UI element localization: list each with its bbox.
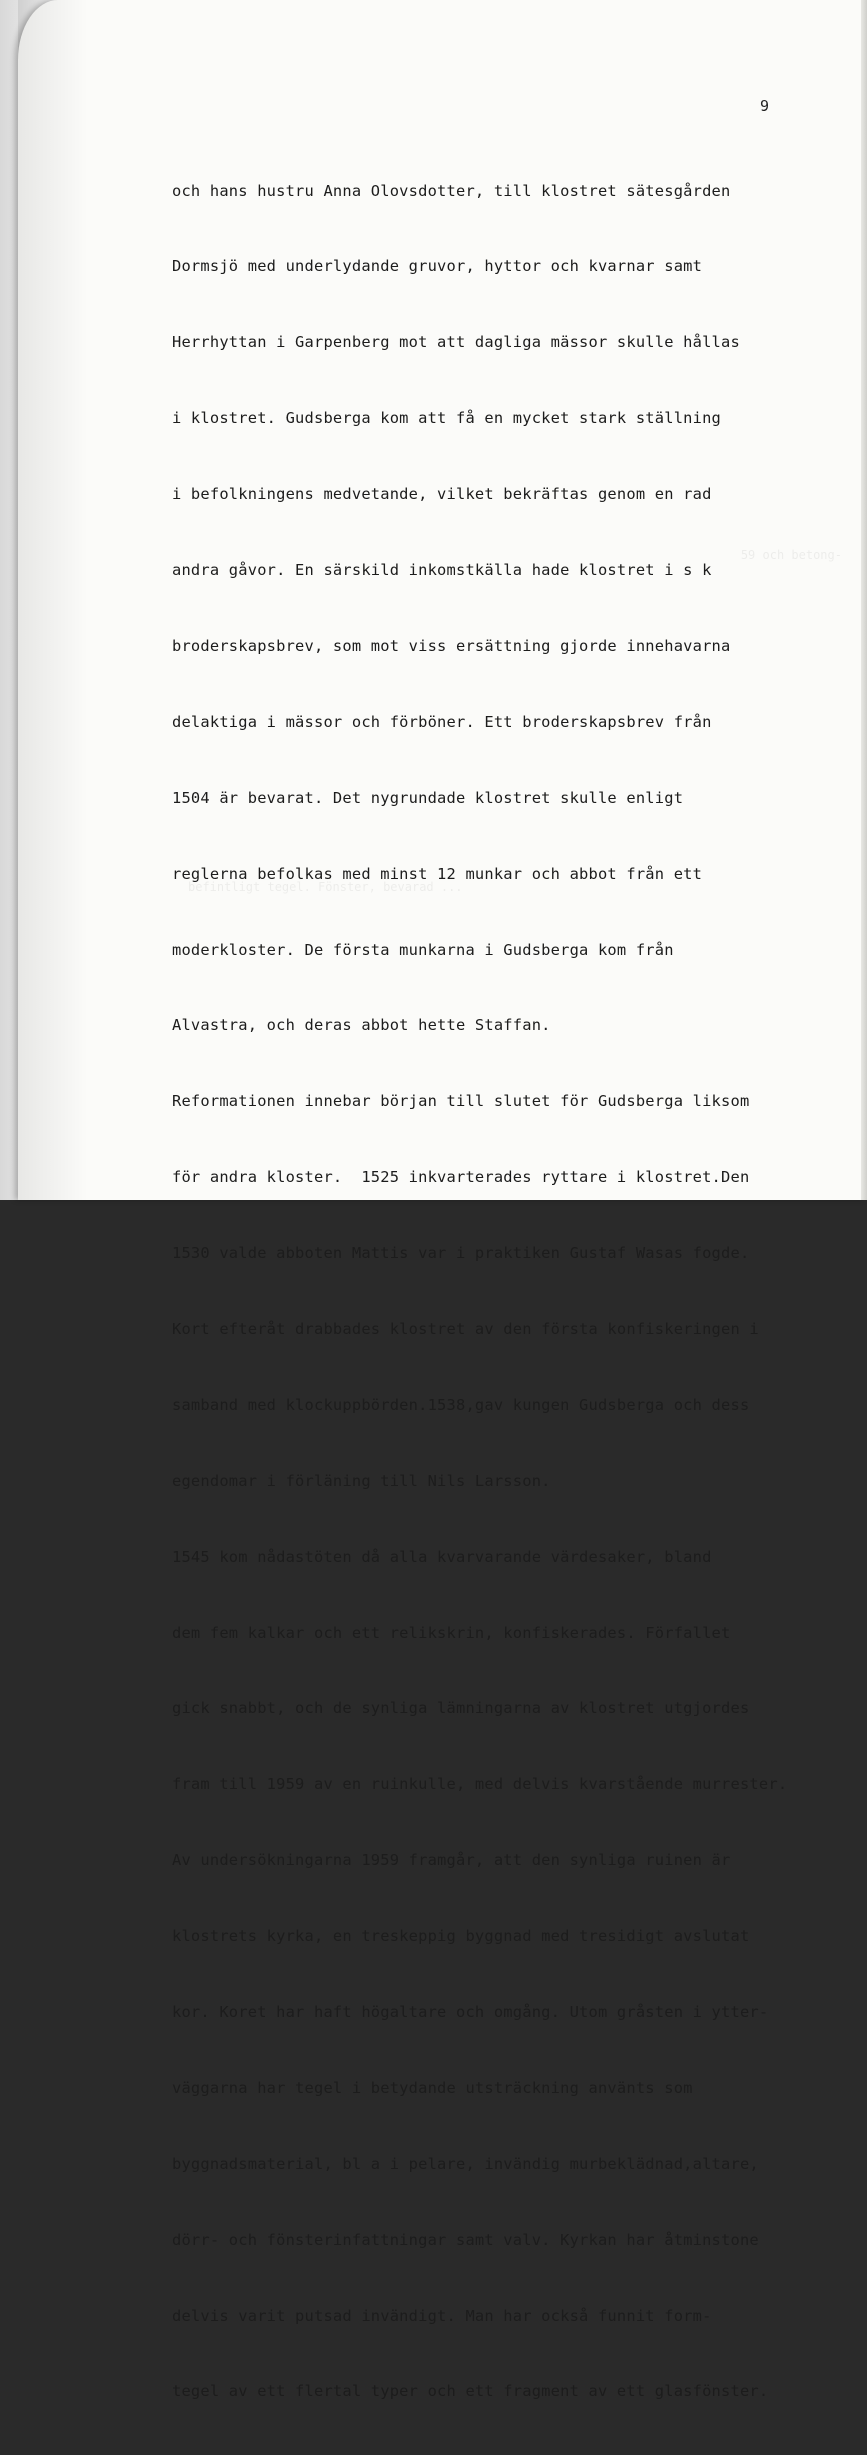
text-line: i befolkningens medvetande, vilket bekräftas genom en rad bbox=[172, 485, 712, 504]
text-line: Av undersökningarna 1959 framgår, att den synliga ruinen är bbox=[172, 1851, 731, 1870]
text-line: dörr- och fönsterinfattningar samt valv. Kyrkan har åtminstone bbox=[172, 2230, 759, 2249]
document-page bbox=[18, 0, 867, 2401]
text-line: 1545 kom nådastöten då alla kvarvarande värdesaker, bland bbox=[172, 1547, 712, 1566]
text-line: dem fem kalkar och ett relikskrin, konfiskerades. Förfallet bbox=[172, 1623, 731, 1642]
text-line: och hans hustru Anna Olovsdotter, till klostret sätesgården bbox=[172, 181, 731, 200]
text-line: 1530 valde abboten Mattis var i praktiken Gustaf Wasas fogde. bbox=[172, 1244, 750, 1263]
text-line: egendomar i förläning till Nils Larsson. bbox=[172, 1471, 551, 1490]
text-line: fram till 1959 av en ruinkulle, med delvis kvarstående murrester. bbox=[172, 1775, 788, 1794]
text-line: tegel av ett flertal typer och ett fragment av ett glasfönster. bbox=[172, 2382, 769, 2401]
text-line: gick snabbt, och de synliga lämningarna av klostret utgjordes bbox=[172, 1699, 750, 1718]
text-line: moderkloster. De första munkarna i Gudsberga kom från bbox=[172, 940, 674, 959]
text-line: samband med klockuppbörden.1538,gav kungen Gudsberga och dess bbox=[172, 1395, 750, 1414]
page-curl-shadow bbox=[18, 0, 88, 1200]
page-right-edge bbox=[861, 0, 867, 1200]
text-line: Dormsjö med underlydande gruvor, hyttor och kvarnar samt bbox=[172, 257, 703, 276]
text-line: Alvastra, och deras abbot hette Staffan. bbox=[172, 1016, 551, 1035]
bleed-through-text: 59 och betong- bbox=[618, 548, 842, 562]
text-line: Reformationen innebar början till slutet för Gudsberga liksom bbox=[172, 1092, 750, 1111]
page-number: 9 bbox=[760, 97, 770, 115]
text-line: byggnadsmaterial, bl a i pelare, invändig murbeklädnad,altare, bbox=[172, 2154, 759, 2173]
text-line: klostrets kyrka, en treskeppig byggnad med tresidigt avslutat bbox=[172, 1927, 750, 1946]
text-line: delaktiga i mässor och förböner. Ett broderskapsbrev från bbox=[172, 712, 712, 731]
text-line: i klostret. Gudsberga kom att få en mycket stark ställning bbox=[172, 409, 722, 428]
text-line: 1504 är bevarat. Det nygrundade klostret skulle enligt bbox=[172, 788, 684, 807]
text-line: delvis varit putsad invändigt. Man har också funnit form- bbox=[172, 2306, 712, 2325]
text-line: broderskapsbrev, som mot viss ersättning gjorde innehavarna bbox=[172, 636, 731, 655]
text-line: Herrhyttan i Garpenberg mot att dagliga mässor skulle hållas bbox=[172, 333, 740, 352]
bleed-through-text: befintligt tegel. Fönster, bevarad ... bbox=[188, 880, 463, 894]
text-line: reglerna befolkas med minst 12 munkar och abbot från ett bbox=[172, 864, 703, 883]
text-line: andra gåvor. En särskild inkomstkälla hade klostret i s k bbox=[172, 561, 712, 580]
text-line: väggarna har tegel i betydande utsträckning använts som bbox=[172, 2078, 693, 2097]
body-text bbox=[172, 128, 852, 2455]
text-line: Kort efteråt drabbades klostret av den första konfiskeringen i bbox=[172, 1319, 759, 1338]
text-line: kor. Koret har haft högaltare och omgång. Utom gråsten i ytter- bbox=[172, 2002, 769, 2021]
text-line: för andra kloster. 1525 inkvarterades ryttare i klostret.Den bbox=[172, 1168, 750, 1187]
